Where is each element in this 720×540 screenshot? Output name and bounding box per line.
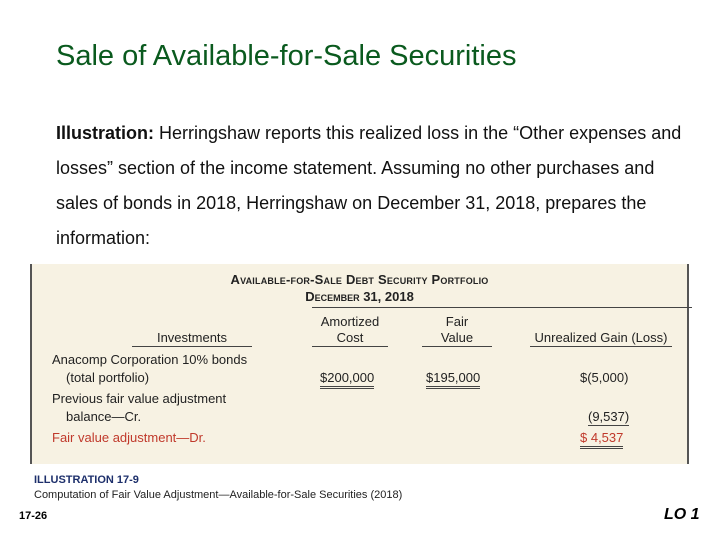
col-header-amortized-line2: Cost xyxy=(312,330,388,347)
header-rule xyxy=(312,307,692,308)
table-heading: Available-for-Sale Debt Security Portfolio xyxy=(230,272,489,287)
unrealized-loss-value: $(5,000) xyxy=(580,370,629,385)
portfolio-table xyxy=(30,264,689,464)
slide-title: Sale of Available-for-Sale Securities xyxy=(56,40,517,72)
row-label-anacomp-line2: (total portfolio) xyxy=(66,370,150,385)
caption-text: Computation of Fair Value Adjustment—Available-for-Sale Securities (2018) xyxy=(34,489,403,501)
amortized-cost-value: $200,000 xyxy=(320,370,374,389)
learning-objective: LO 1 xyxy=(664,506,700,523)
row-label-previous-line1: Previous fair value adjustment xyxy=(52,391,227,406)
col-header-investments: Investments xyxy=(132,330,252,347)
col-header-unrealized: Unrealized Gain (Loss) xyxy=(530,330,672,347)
illustration-paragraph xyxy=(56,116,696,256)
row-label-anacomp-line1: Anacomp Corporation 10% bonds xyxy=(52,352,248,367)
fair-value-value: $195,000 xyxy=(426,370,480,389)
row-label-fair-value-adjustment: Fair value adjustment—Dr. xyxy=(52,430,206,445)
col-header-fair-line1: Fair xyxy=(445,314,469,329)
caption-title: ILLUSTRATION 17-9 xyxy=(34,474,139,486)
col-header-amortized-line1: Amortized xyxy=(320,314,380,329)
previous-balance-value: (9,537) xyxy=(588,409,630,424)
col-header-fair-line2: Value xyxy=(422,330,492,347)
table-date: December 31, 2018 xyxy=(305,289,414,304)
paragraph-lead: Illustration: xyxy=(56,123,154,143)
fair-value-adjustment-value: $ 4,537 xyxy=(580,430,623,449)
paragraph-text: Herringshaw reports this realized loss in the “Other expenses and losses” section of the income statement. Assuming no other purchases and sales of bonds in 2018, Herringshaw on December 31, 2018, prepares the information: xyxy=(56,123,682,248)
slide-number: 17-26 xyxy=(19,510,48,522)
row-label-previous-line2: balance—Cr. xyxy=(66,409,142,424)
